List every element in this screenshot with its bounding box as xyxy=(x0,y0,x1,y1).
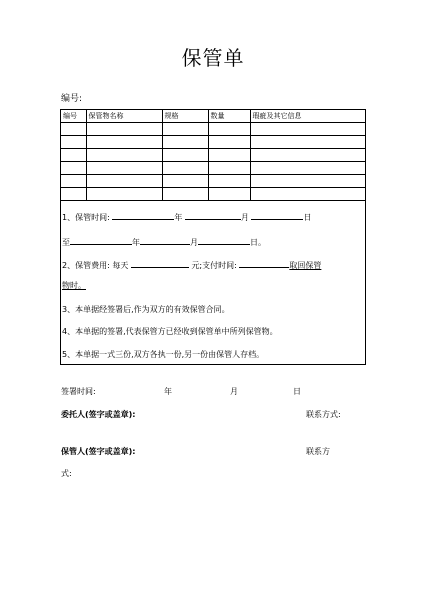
document-title: 保管单 xyxy=(181,46,245,70)
table-cell[interactable] xyxy=(61,136,86,149)
table-cell[interactable] xyxy=(208,123,250,136)
term-2-line-1 xyxy=(62,258,321,271)
table-cell[interactable] xyxy=(61,188,86,201)
table-cell[interactable] xyxy=(250,149,365,162)
table-cell[interactable] xyxy=(86,123,162,136)
per-day-label: 每天 xyxy=(112,261,129,270)
serial-number-label: 编号: xyxy=(61,94,83,104)
table-cell[interactable] xyxy=(162,136,208,149)
yuan-pay-label: 元;支付时间: xyxy=(191,261,237,270)
custodian-signature-label: 保管人(签字或盖章): xyxy=(61,447,136,456)
table-cell[interactable] xyxy=(86,188,162,201)
table-cell[interactable] xyxy=(250,188,365,201)
daily-fee-field[interactable] xyxy=(131,258,189,268)
header-defects: 瑕疵及其它信息 xyxy=(250,110,365,123)
term-1-line-1 xyxy=(62,210,311,223)
end-year-field[interactable] xyxy=(70,235,132,245)
term-5: 5、本单据一式三份,双方各执一份,另一份由保管人存档。 xyxy=(62,350,265,359)
table-row xyxy=(61,175,365,188)
year-label: 年 xyxy=(132,238,140,247)
table-cell[interactable] xyxy=(208,149,250,162)
return-label: 取回保管 xyxy=(289,261,322,270)
table-cell[interactable] xyxy=(86,136,162,149)
table-cell[interactable] xyxy=(61,162,86,175)
term-1-prefix: 1、保管时间: xyxy=(62,213,110,222)
table-cell[interactable] xyxy=(61,123,86,136)
header-number: 编号 xyxy=(61,110,86,123)
sign-time-label: 签署时间: xyxy=(61,387,96,396)
start-year-field[interactable] xyxy=(112,210,174,220)
table-cell[interactable] xyxy=(208,175,250,188)
term-3: 3、本单据经签署后,作为双方的有效保管合同。 xyxy=(62,305,230,314)
end-day-field[interactable] xyxy=(198,235,250,245)
depositor-contact-label: 联系方式: xyxy=(306,410,341,419)
table-cell[interactable] xyxy=(208,136,250,149)
table-cell[interactable] xyxy=(162,149,208,162)
table-cell[interactable] xyxy=(61,175,86,188)
day-label: 日 xyxy=(303,213,312,222)
sign-day-label: 日 xyxy=(293,387,301,396)
year-label: 年 xyxy=(174,213,183,222)
term-1-to: 至 xyxy=(62,238,70,247)
table-cell[interactable] xyxy=(208,188,250,201)
table-header-row xyxy=(61,110,365,123)
table-cell[interactable] xyxy=(86,149,162,162)
table-row xyxy=(61,149,365,162)
term-1-line-2 xyxy=(62,235,266,248)
table-cell[interactable] xyxy=(250,162,365,175)
items-table xyxy=(61,110,365,201)
start-day-field[interactable] xyxy=(251,210,303,220)
month-label: 月 xyxy=(240,213,249,222)
table-cell[interactable] xyxy=(162,175,208,188)
header-quantity: 数量 xyxy=(208,110,250,123)
table-cell[interactable] xyxy=(208,162,250,175)
term-4: 4、本单据的签署,代表保管方已经收到保管单中所列保管物。 xyxy=(62,327,278,336)
depositor-signature-label: 委托人(签字或盖章): xyxy=(61,410,136,419)
table-cell[interactable] xyxy=(86,162,162,175)
table-row xyxy=(61,123,365,136)
table-cell[interactable] xyxy=(250,136,365,149)
month-label: 月 xyxy=(190,238,198,247)
custodian-contact-label-tail: 式: xyxy=(61,469,72,478)
table-cell[interactable] xyxy=(250,175,365,188)
term-2-tail: 物时。 xyxy=(62,281,86,290)
term-2-line-2 xyxy=(62,280,86,291)
table-row xyxy=(61,162,365,175)
table-row xyxy=(61,136,365,149)
form-box xyxy=(60,109,366,365)
day-end-label: 日。 xyxy=(250,238,266,247)
table-cell[interactable] xyxy=(162,123,208,136)
end-month-field[interactable] xyxy=(140,235,190,245)
sign-month-label: 月 xyxy=(230,387,238,396)
header-item-name: 保管物名称 xyxy=(86,110,162,123)
term-2-prefix: 2、保管费用: xyxy=(62,261,110,270)
start-month-field[interactable] xyxy=(185,210,241,220)
table-cell[interactable] xyxy=(86,175,162,188)
payment-time-field[interactable] xyxy=(239,258,289,268)
header-spec: 规格 xyxy=(162,110,208,123)
table-cell[interactable] xyxy=(162,162,208,175)
custodian-contact-label: 联系方 xyxy=(306,447,330,456)
sign-year-label: 年 xyxy=(164,387,172,396)
table-cell[interactable] xyxy=(61,149,86,162)
table-cell[interactable] xyxy=(250,123,365,136)
table-cell[interactable] xyxy=(162,188,208,201)
table-row xyxy=(61,188,365,201)
